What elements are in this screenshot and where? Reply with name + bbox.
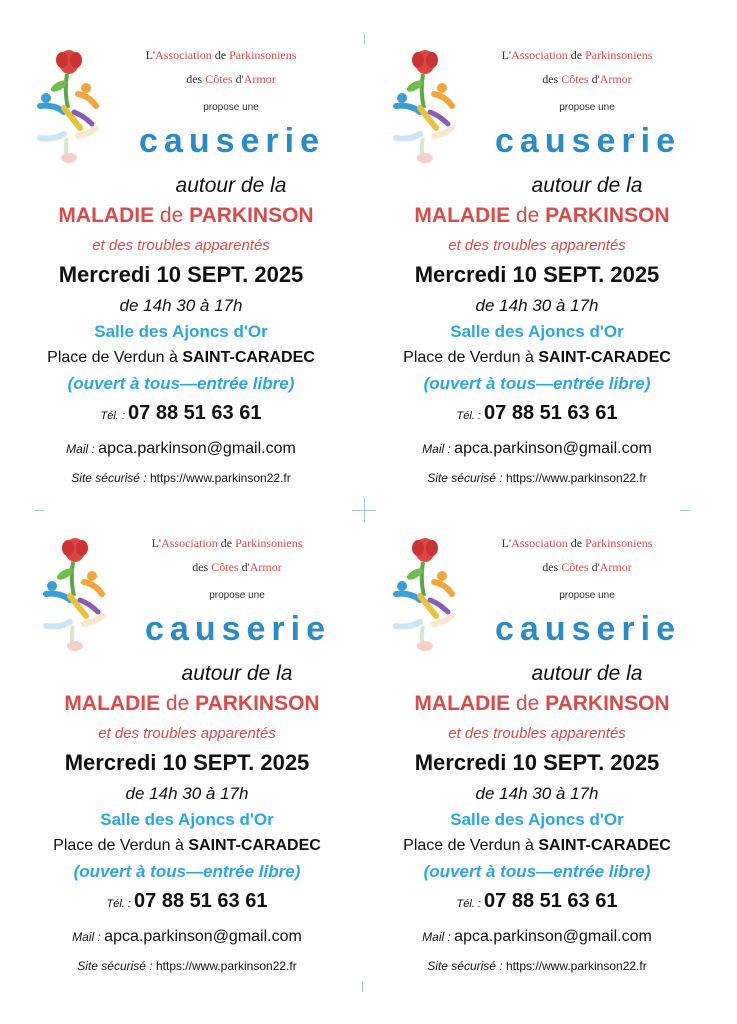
association-department: des Côtes d'Armor <box>192 560 282 574</box>
event-date: Mercredi 10 SEPT. 2025 <box>64 750 310 775</box>
phone-line: Tél. : 07 88 51 63 61 <box>106 890 268 912</box>
website-line: Site sécurisé : https://www.parkinson22.fr <box>71 471 291 485</box>
association-department: des Côtes d'Armor <box>542 72 632 86</box>
disease-heading: MALADIE de PARKINSON <box>414 692 670 715</box>
event-title: causerie <box>495 122 681 160</box>
phone-line: Tél. : 07 88 51 63 61 <box>456 890 618 912</box>
troubles-text: et des troubles apparentés <box>98 725 276 742</box>
association-department: des Côtes d'Armor <box>186 72 276 86</box>
event-time: de 14h 30 à 17h <box>475 296 599 315</box>
open-to-all-text: (ouvert à tous—entrée libre) <box>73 862 301 881</box>
troubles-text: et des troubles apparentés <box>448 725 626 742</box>
event-venue: Salle des Ajoncs d'Or <box>100 810 274 829</box>
event-title: causerie <box>139 122 325 160</box>
website-line: Site sécurisé : https://www.parkinson22.fr <box>427 959 647 973</box>
autour-text: autour de la <box>181 662 293 685</box>
event-date: Mercredi 10 SEPT. 2025 <box>414 262 660 287</box>
email-address: apca.parkinson@gmail.com <box>454 928 652 945</box>
propose-text: propose une <box>209 590 265 601</box>
troubles-text: et des troubles apparentés <box>92 237 270 254</box>
phone-line: Tél. : 07 88 51 63 61 <box>100 402 262 424</box>
autour-text: autour de la <box>531 174 643 197</box>
crop-mark <box>362 982 363 992</box>
email-line: Mail : apca.parkinson@gmail.com <box>422 928 652 945</box>
propose-text: propose une <box>203 102 259 113</box>
phone-number: 07 88 51 63 61 <box>484 402 618 424</box>
flyer-top-left <box>16 22 356 502</box>
open-to-all-text: (ouvert à tous—entrée libre) <box>67 374 295 393</box>
email-address: apca.parkinson@gmail.com <box>104 928 302 945</box>
flower-people-logo-icon <box>390 534 460 654</box>
association-name: L'Association de Parkinsoniens <box>501 536 653 550</box>
event-address: Place de Verdun à SAINT-CARADEC <box>53 837 321 854</box>
disease-heading: MALADIE de PARKINSON <box>64 692 320 715</box>
event-time: de 14h 30 à 17h <box>475 784 599 803</box>
crop-mark <box>34 510 44 511</box>
flyer-bottom-left <box>22 510 362 990</box>
association-name: L'Association de Parkinsoniens <box>501 48 653 62</box>
event-title: causerie <box>495 610 681 648</box>
disease-heading: MALADIE de PARKINSON <box>414 204 670 227</box>
crop-mark <box>352 510 376 511</box>
email-line: Mail : apca.parkinson@gmail.com <box>72 928 302 945</box>
association-department: des Côtes d'Armor <box>542 560 632 574</box>
flyer-top-right <box>372 22 712 502</box>
propose-text: propose une <box>559 102 615 113</box>
website-url: https://www.parkinson22.fr <box>149 471 291 485</box>
event-title: causerie <box>145 610 331 648</box>
event-date: Mercredi 10 SEPT. 2025 <box>58 262 304 287</box>
troubles-text: et des troubles apparentés <box>448 237 626 254</box>
autour-text: autour de la <box>175 174 287 197</box>
event-time: de 14h 30 à 17h <box>119 296 243 315</box>
flower-people-logo-icon <box>34 46 104 166</box>
email-line: Mail : apca.parkinson@gmail.com <box>66 440 296 457</box>
event-venue: Salle des Ajoncs d'Or <box>450 810 624 829</box>
crop-mark <box>680 510 690 511</box>
crop-mark <box>364 34 365 44</box>
open-to-all-text: (ouvert à tous—entrée libre) <box>423 374 651 393</box>
event-address: Place de Verdun à SAINT-CARADEC <box>403 837 671 854</box>
open-to-all-text: (ouvert à tous—entrée libre) <box>423 862 651 881</box>
email-line: Mail : apca.parkinson@gmail.com <box>422 440 652 457</box>
event-venue: Salle des Ajoncs d'Or <box>450 322 624 341</box>
event-address: Place de Verdun à SAINT-CARADEC <box>403 349 671 366</box>
event-date: Mercredi 10 SEPT. 2025 <box>414 750 660 775</box>
email-address: apca.parkinson@gmail.com <box>454 440 652 457</box>
event-address: Place de Verdun à SAINT-CARADEC <box>47 349 315 366</box>
flyer-bottom-right <box>372 510 712 990</box>
phone-line: Tél. : 07 88 51 63 61 <box>456 402 618 424</box>
event-venue: Salle des Ajoncs d'Or <box>94 322 268 341</box>
propose-text: propose une <box>559 590 615 601</box>
association-name: L'Association de Parkinsoniens <box>145 48 297 62</box>
flower-people-logo-icon <box>40 534 110 654</box>
disease-heading: MALADIE de PARKINSON <box>58 204 314 227</box>
phone-number: 07 88 51 63 61 <box>134 890 268 912</box>
autour-text: autour de la <box>531 662 643 685</box>
website-line: Site sécurisé : https://www.parkinson22.fr <box>427 471 647 485</box>
phone-number: 07 88 51 63 61 <box>484 890 618 912</box>
association-name: L'Association de Parkinsoniens <box>151 536 303 550</box>
phone-number: 07 88 51 63 61 <box>128 402 262 424</box>
website-line: Site sécurisé : https://www.parkinson22.fr <box>77 959 297 973</box>
website-url: https://www.parkinson22.fr <box>155 959 297 973</box>
flower-people-logo-icon <box>390 46 460 166</box>
website-url: https://www.parkinson22.fr <box>505 959 647 973</box>
event-time: de 14h 30 à 17h <box>125 784 249 803</box>
email-address: apca.parkinson@gmail.com <box>98 440 296 457</box>
website-url: https://www.parkinson22.fr <box>505 471 647 485</box>
